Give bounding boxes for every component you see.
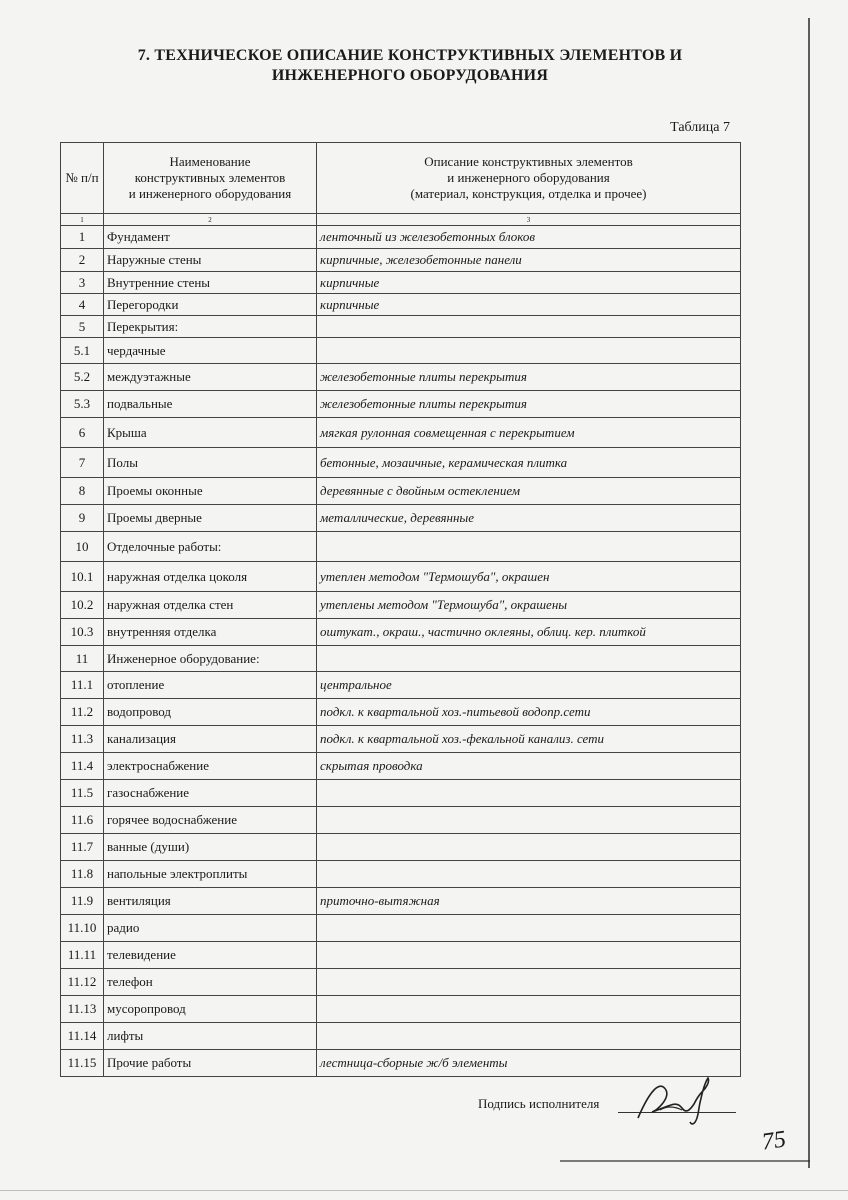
scan-line	[0, 1190, 848, 1191]
table-row	[61, 915, 741, 942]
page-title-line-1: 7. ТЕХНИЧЕСКОЕ ОПИСАНИЕ КОНСТРУКТИВНЫХ ЭЛЕМЕНТОВ И	[137, 47, 683, 64]
row-description: кирпичные	[317, 272, 741, 294]
row-number: 3	[61, 272, 104, 294]
table-row	[61, 418, 741, 448]
table-row	[61, 780, 741, 807]
header-name-line: Наименование	[169, 154, 251, 169]
row-description: утеплен методом "Термошуба", окрашен	[317, 562, 741, 592]
row-number: 11.9	[61, 888, 104, 915]
row-name: Проемы оконные	[104, 478, 317, 505]
page-edge-right	[808, 18, 810, 1168]
row-name: канализация	[104, 726, 317, 753]
row-number: 11.13	[61, 996, 104, 1023]
row-name: Отделочные работы:	[104, 532, 317, 562]
row-description: мягкая рулонная совмещенная с перекрытием	[317, 418, 741, 448]
row-name: Перекрытия:	[104, 316, 317, 338]
table-row	[61, 505, 741, 532]
specification-table	[60, 142, 741, 1077]
row-number: 5.3	[61, 391, 104, 418]
handwritten-signature	[630, 1070, 720, 1130]
row-number: 11.2	[61, 699, 104, 726]
row-description: центральное	[317, 672, 741, 699]
header-desc-line: (материал, конструкция, отделка и прочее)	[410, 186, 647, 201]
row-number: 9	[61, 505, 104, 532]
row-number: 11.7	[61, 834, 104, 861]
row-description: железобетонные плиты перекрытия	[317, 364, 741, 391]
row-name: Полы	[104, 448, 317, 478]
row-number: 11.3	[61, 726, 104, 753]
table-row	[61, 888, 741, 915]
table-row	[61, 672, 741, 699]
row-description: подкл. к квартальной хоз.-фекальной канализ. сети	[317, 726, 741, 753]
table-row	[61, 996, 741, 1023]
row-description: кирпичные, железобетонные панели	[317, 249, 741, 272]
table-row	[61, 294, 741, 316]
row-description: бетонные, мозаичные, керамическая плитка	[317, 448, 741, 478]
header-desc	[317, 143, 741, 214]
row-number: 8	[61, 478, 104, 505]
row-number: 5	[61, 316, 104, 338]
table-row	[61, 364, 741, 391]
row-number: 11.14	[61, 1023, 104, 1050]
row-description: лестница-сборные ж/б элементы	[317, 1050, 741, 1077]
row-description: утеплены методом "Термошуба", окрашены	[317, 592, 741, 619]
row-description	[317, 969, 741, 996]
row-name: электроснабжение	[104, 753, 317, 780]
row-number: 11.11	[61, 942, 104, 969]
row-name: Проемы дверные	[104, 505, 317, 532]
table-row	[61, 753, 741, 780]
table-row	[61, 807, 741, 834]
row-name: Крыша	[104, 418, 317, 448]
row-name: Наружные стены	[104, 249, 317, 272]
row-number: 10.2	[61, 592, 104, 619]
table-row	[61, 391, 741, 418]
header-desc-line: Описание конструктивных элементов	[424, 154, 633, 169]
row-name: лифты	[104, 1023, 317, 1050]
row-name: газоснабжение	[104, 780, 317, 807]
row-number: 10	[61, 532, 104, 562]
table-row	[61, 316, 741, 338]
row-name: подвальные	[104, 391, 317, 418]
column-number: 2	[104, 214, 317, 226]
header-name	[104, 143, 317, 214]
table-row	[61, 272, 741, 294]
column-number: 3	[317, 214, 741, 226]
row-description	[317, 532, 741, 562]
row-name: горячее водоснабжение	[104, 807, 317, 834]
row-name: телевидение	[104, 942, 317, 969]
row-description	[317, 861, 741, 888]
row-number: 11.6	[61, 807, 104, 834]
row-number: 10.3	[61, 619, 104, 646]
header-num: № п/п	[61, 143, 104, 214]
table-row	[61, 532, 741, 562]
row-description: приточно-вытяжная	[317, 888, 741, 915]
row-name: Фундамент	[104, 226, 317, 249]
row-number: 1	[61, 226, 104, 249]
table-row	[61, 249, 741, 272]
row-number: 11.8	[61, 861, 104, 888]
row-description	[317, 834, 741, 861]
row-number: 11	[61, 646, 104, 672]
row-number: 11.4	[61, 753, 104, 780]
row-number: 5.2	[61, 364, 104, 391]
table-row	[61, 448, 741, 478]
row-number: 5.1	[61, 338, 104, 364]
row-description	[317, 780, 741, 807]
row-description	[317, 942, 741, 969]
row-number: 11.12	[61, 969, 104, 996]
row-description	[317, 316, 741, 338]
page-title	[60, 46, 760, 86]
row-description	[317, 338, 741, 364]
table-row	[61, 726, 741, 753]
header-name-line: и инженерного оборудования	[128, 186, 292, 201]
page-title-line-2: ИНЖЕНЕРНОГО ОБОРУДОВАНИЯ	[271, 67, 549, 84]
row-number: 11.5	[61, 780, 104, 807]
table-row	[61, 1023, 741, 1050]
table-row	[61, 226, 741, 249]
table-row	[61, 834, 741, 861]
row-name: Перегородки	[104, 294, 317, 316]
row-name: вентиляция	[104, 888, 317, 915]
row-description: кирпичные	[317, 294, 741, 316]
row-number: 11.10	[61, 915, 104, 942]
row-description	[317, 996, 741, 1023]
row-name: внутренняя отделка	[104, 619, 317, 646]
table-row	[61, 338, 741, 364]
row-name: радио	[104, 915, 317, 942]
table-row	[61, 478, 741, 505]
table-row	[61, 562, 741, 592]
row-number: 11.15	[61, 1050, 104, 1077]
page-edge-bottom	[560, 1160, 810, 1162]
row-description	[317, 915, 741, 942]
row-name: чердачные	[104, 338, 317, 364]
row-description: оштукат., окраш., частично оклеяны, облиц. кер. плиткой	[317, 619, 741, 646]
row-description: железобетонные плиты перекрытия	[317, 391, 741, 418]
table-row	[61, 646, 741, 672]
row-number: 11.1	[61, 672, 104, 699]
row-name: наружная отделка цоколя	[104, 562, 317, 592]
row-description	[317, 1023, 741, 1050]
row-name: междуэтажные	[104, 364, 317, 391]
header-name-line: конструктивных элементов	[134, 170, 286, 185]
row-name: отопление	[104, 672, 317, 699]
row-description: ленточный из железобетонных блоков	[317, 226, 741, 249]
row-name: Прочие работы	[104, 1050, 317, 1077]
row-name: Инженерное оборудование:	[104, 646, 317, 672]
row-description: подкл. к квартальной хоз.-питьевой водопр.сети	[317, 699, 741, 726]
row-number: 7	[61, 448, 104, 478]
row-number: 2	[61, 249, 104, 272]
signature-label: Подпись исполнителя	[478, 1096, 600, 1111]
row-number: 6	[61, 418, 104, 448]
row-name: мусоропровод	[104, 996, 317, 1023]
row-number: 10.1	[61, 562, 104, 592]
table-row	[61, 861, 741, 888]
row-number: 4	[61, 294, 104, 316]
table-row	[61, 969, 741, 996]
table-row	[61, 592, 741, 619]
row-description: металлические, деревянные	[317, 505, 741, 532]
page-number: 75	[760, 1126, 788, 1156]
row-description: деревянные с двойным остеклением	[317, 478, 741, 505]
column-number-row	[61, 214, 741, 226]
row-name: ванные (души)	[104, 834, 317, 861]
row-name: телефон	[104, 969, 317, 996]
table-row	[61, 699, 741, 726]
row-name: Внутренние стены	[104, 272, 317, 294]
table-header-row	[61, 143, 741, 214]
row-name: напольные электроплиты	[104, 861, 317, 888]
table-row	[61, 619, 741, 646]
row-description: скрытая проводка	[317, 753, 741, 780]
table-caption: Таблица 7	[670, 120, 730, 135]
table-row	[61, 942, 741, 969]
row-name: наружная отделка стен	[104, 592, 317, 619]
row-description	[317, 807, 741, 834]
column-number: 1	[61, 214, 104, 226]
header-desc-line: и инженерного оборудования	[447, 170, 610, 185]
row-name: водопровод	[104, 699, 317, 726]
row-description	[317, 646, 741, 672]
table-body	[61, 226, 741, 1077]
